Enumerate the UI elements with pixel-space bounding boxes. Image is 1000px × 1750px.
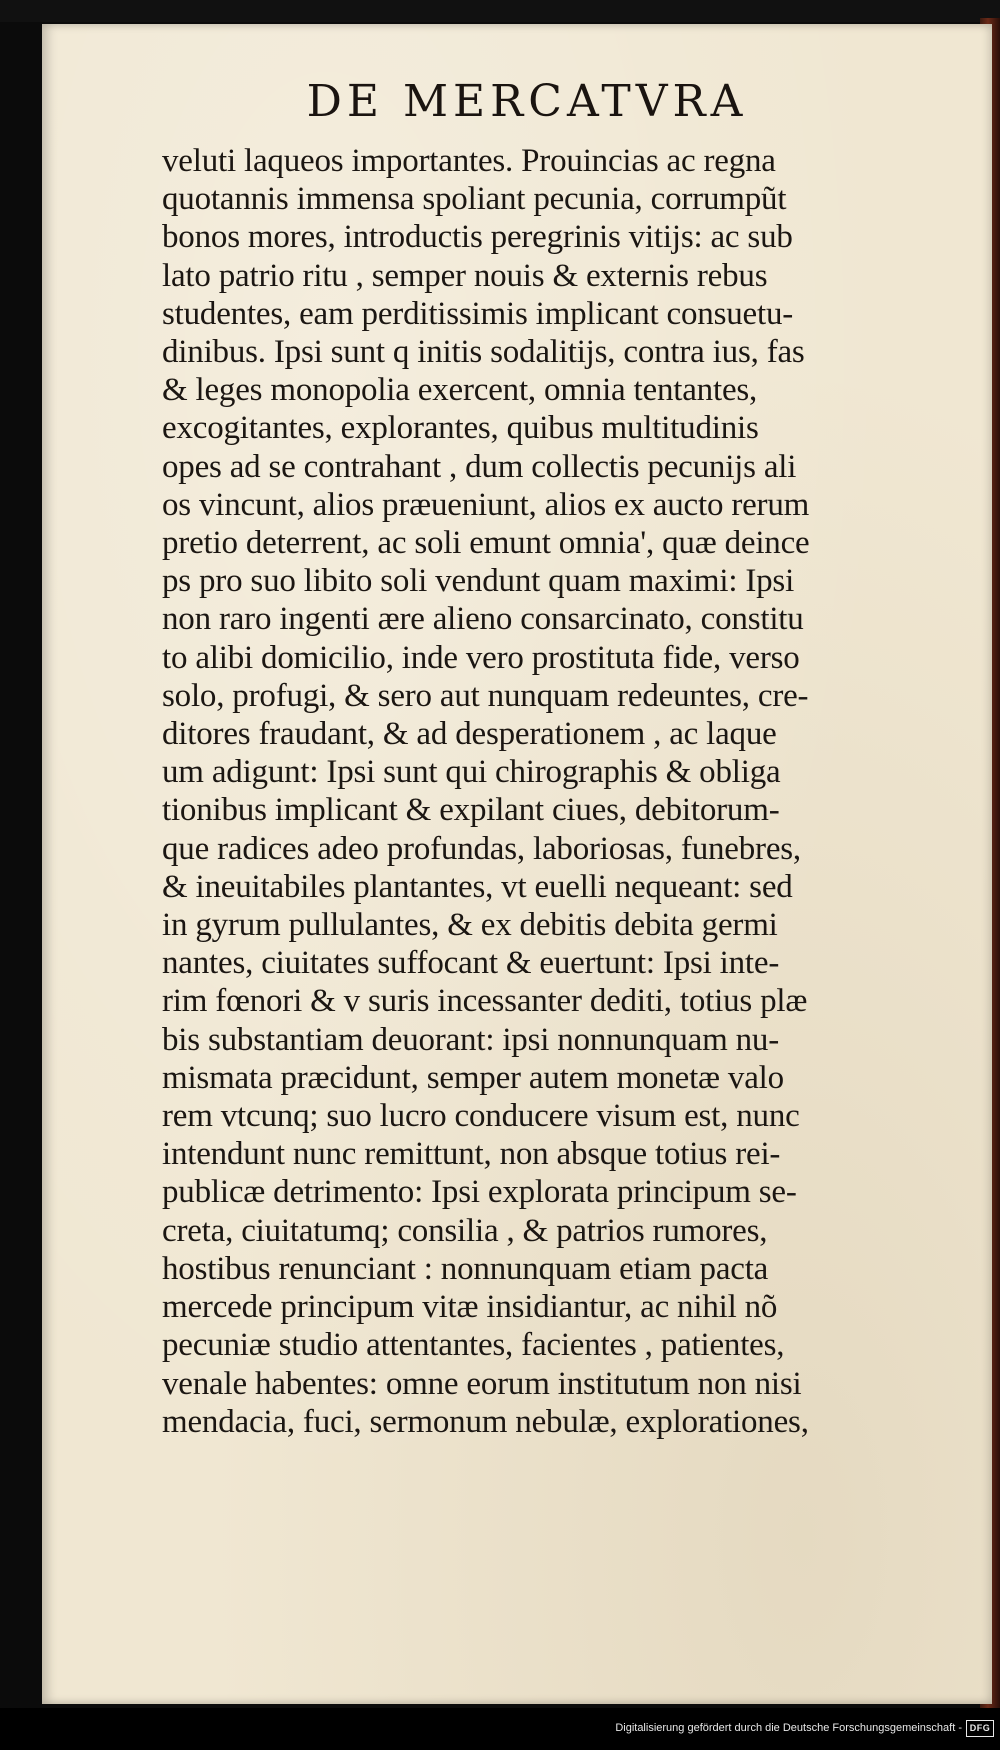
text-line: bis substantiam deuorant: ipsi nonnunquam nu- — [162, 1021, 780, 1058]
text-line: ditores fraudant, & ad desperationem , ac laque — [162, 716, 777, 753]
running-head: DE MERCATVRA — [306, 76, 748, 127]
text-line: hostibus renunciant : nonnunquam etiam pacta — [162, 1250, 769, 1287]
scan-top-border — [0, 0, 1000, 22]
text-line: nantes, ciuitates suffocant & euertunt: Ipsi inte- — [162, 945, 780, 982]
text-line: in gyrum pullulantes, & ex debitis debita germi — [162, 907, 778, 944]
body-text — [162, 142, 992, 1441]
text-line: pecuniæ studio attentantes, facientes , patientes, — [162, 1327, 785, 1364]
text-line: & ineuitabiles plantantes, vt euelli nequeant: sed — [162, 868, 793, 905]
text-line: mismata præcidunt, semper autem monetæ valo — [162, 1059, 784, 1096]
text-line: mendacia, fuci, sermonum nebulæ, explorationes, — [162, 1403, 809, 1440]
text-line: um adigunt: Ipsi sunt qui chirographis & obliga — [162, 754, 781, 791]
text-line: que radices adeo profundas, laboriosas, funebres, — [162, 830, 801, 867]
text-line: creta, ciuitatumq; consilia , & patrios rumores, — [162, 1212, 768, 1249]
text-line: dinibus. Ipsi sunt q initis sodalitijs, contra ius, fas — [162, 334, 805, 371]
text-line: veluti laqueos importantes. Prouincias ac regna — [162, 143, 776, 179]
text-line: to alibi domicilio, inde vero prostituta fide, verso — [162, 639, 800, 676]
text-line: studentes, eam perditissimis implicant consuetu- — [162, 295, 794, 332]
text-line: publicæ detrimento: Ipsi explorata principum se- — [162, 1174, 797, 1211]
text-line: quotannis immensa spoliant pecunia, corrumpũt — [162, 181, 787, 218]
book-page — [42, 24, 992, 1704]
text-line: pretio deterrent, ac soli emunt omnia', quæ deince — [162, 525, 810, 562]
text-line: solo, profugi, & sero aut nunquam redeuntes, cre- — [162, 677, 809, 714]
text-line: ps pro suo libito soli vendunt quam maximi: Ipsi — [162, 563, 795, 600]
text-line: bonos mores, introductis peregrinis vitijs: ac sub — [162, 219, 793, 256]
text-line: lato patrio ritu , semper nouis & externis rebus — [162, 257, 768, 294]
text-line: & leges monopolia exercent, omnia tentantes, — [162, 372, 758, 409]
text-line: opes ad se contrahant , dum collectis pecunijs ali — [162, 448, 797, 485]
digitization-credit: Digitalisierung gefördert durch die Deutsche Forschungsgemeinschaft - — [615, 1722, 962, 1734]
text-line: mercede principum vitæ insidiantur, ac nihil nõ — [162, 1289, 778, 1326]
text-line: non raro ingenti ære alieno consarcinato, constitu — [162, 601, 804, 638]
text-line: intendunt nunc remittunt, non absque totius rei- — [162, 1136, 781, 1173]
text-line: os vincunt, alios præueniunt, alios ex aucto rerum — [162, 486, 810, 523]
text-line: venale habentes: omne eorum institutum non nisi — [162, 1365, 802, 1402]
text-line: excogitantes, explorantes, quibus multitudinis — [162, 410, 759, 447]
text-line: rim fœnori & v suris incessanter dediti, totius plæ — [162, 983, 808, 1020]
text-line: rem vtcunq; suo lucro conducere visum est, nunc — [162, 1098, 800, 1135]
text-line: tionibus implicant & expilant ciues, debitorum- — [162, 792, 780, 829]
dfg-logo: DFG — [966, 1720, 994, 1737]
